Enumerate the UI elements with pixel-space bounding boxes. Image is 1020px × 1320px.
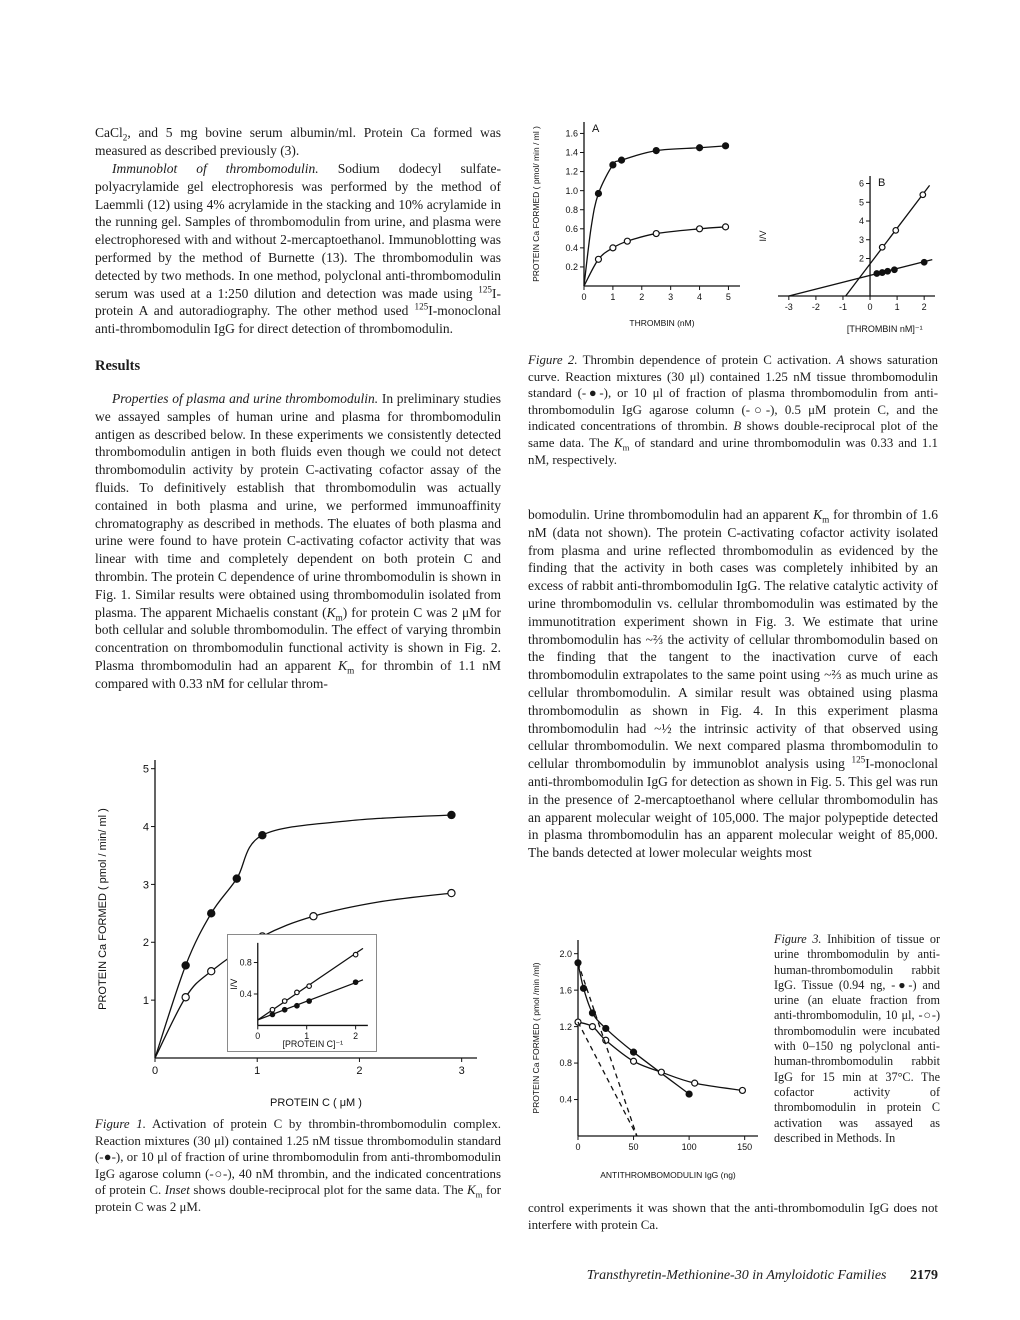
svg-text:1.4: 1.4 bbox=[565, 147, 578, 158]
svg-text:THROMBIN (nM): THROMBIN (nM) bbox=[629, 318, 695, 328]
svg-text:PROTEIN C ( μM ): PROTEIN C ( μM ) bbox=[270, 1097, 362, 1109]
figure-3-chart bbox=[528, 930, 766, 1182]
svg-text:4: 4 bbox=[697, 292, 703, 302]
svg-text:3: 3 bbox=[458, 1065, 465, 1077]
svg-text:0.4: 0.4 bbox=[559, 1094, 572, 1105]
svg-text:0.8: 0.8 bbox=[239, 957, 252, 968]
svg-text:0.2: 0.2 bbox=[565, 262, 578, 273]
svg-text:I/V: I/V bbox=[758, 230, 768, 242]
figure-1 bbox=[95, 748, 503, 1110]
svg-text:0.6: 0.6 bbox=[565, 223, 578, 234]
svg-text:1.2: 1.2 bbox=[559, 1021, 572, 1032]
svg-text:2.0: 2.0 bbox=[559, 948, 572, 959]
svg-text:2: 2 bbox=[356, 1065, 363, 1077]
body-paragraph: CaCl$_2$, and 5 mg bovine serum albumin/ml. Protein Ca formed was measured as described previously (3). bbox=[95, 125, 501, 158]
svg-text:2: 2 bbox=[921, 302, 927, 312]
svg-text:1.6: 1.6 bbox=[565, 128, 578, 139]
svg-text:0.4: 0.4 bbox=[565, 243, 578, 254]
svg-text:2: 2 bbox=[859, 253, 865, 264]
svg-text:0: 0 bbox=[581, 292, 587, 302]
figure-1-inset-chart bbox=[227, 934, 377, 1052]
svg-text:0: 0 bbox=[151, 1065, 159, 1077]
svg-text:50: 50 bbox=[628, 1142, 639, 1152]
page-footer bbox=[95, 1268, 938, 1284]
page-number: 2179 bbox=[910, 1268, 938, 1283]
body-paragraph: Properties of plasma and urine thrombomodulin. In preliminary studies we assayed samples of human urine and plasma for thrombomodulin antigen as described below. In these experiments we consistently detected thrombomodulin antigen in both fluids even though we could not detect thrombomodulin activity by protein C-activating cofactor assay of the fluids. To definitively establish that thrombomodulin was actually contained in both plasma and urine, we performed immunoaffinity chromatography as described in methods. The eluates of both plasma and urine were found to have protein C-activating cofactor activity that was linear with time and completely dependent on both protein C and thrombin. The protein C dependence of urine thrombomodulin is shown in Fig. 1. Similar results were obtained using thrombomodulin isolated from plasma. The apparent Michaelis constant $(K_m)$ for protein C was 2 μM for both cellular and soluble thrombomodulin. The effect of varying thrombin concentration on thrombomodulin functional activity is shown in Fig. 2. Plasma thrombomodulin had an apparent $K_m$ for thrombin of 1.1 nM compared with 0.33 nM for cellular throm- bbox=[95, 391, 501, 691]
svg-text:2: 2 bbox=[639, 292, 645, 302]
svg-text:150: 150 bbox=[737, 1142, 753, 1152]
figure-2-panel-a-chart bbox=[528, 112, 748, 330]
svg-text:1: 1 bbox=[142, 994, 149, 1007]
svg-text:5: 5 bbox=[142, 763, 149, 776]
svg-text:B: B bbox=[878, 177, 886, 189]
svg-text:[PROTEIN C]⁻¹: [PROTEIN C]⁻¹ bbox=[282, 1039, 344, 1050]
svg-text:-2: -2 bbox=[811, 302, 820, 312]
svg-text:5: 5 bbox=[725, 292, 731, 302]
body-paragraph: bomodulin. Urine thrombomodulin had an apparent $K_m$ for thrombin of 1.6 nM (data not shown). The protein C-activating cofactor activity isolated from plasma and urine reflected thrombomodulin as evidenced by the finding that the activity in both cases was completely inhibited by an excess of rabbit anti-thrombomodulin IgG. The relative catalytic activity of urine thrombomodulin vs. cellular thrombomodulin was estimated by the immunotitration experiment shown in Fig. 3. We estimate that urine thrombomodulin has ~⅔ the activity of cellular thrombomodulin based on the finding that the tangent to the inactivation curve of each thrombomodulin extrapolates to the same point using ~⅔ as much urine as cellular thrombomodulin. A similar result was obtained using plasma thrombomodulin as shown in Fig. 4. In this experiment plasma thrombomodulin had ~½ the intrinsic activity of that observed using cellular thrombomodulin. We next compared plasma thrombomodulin to cellular thrombomodulin by immunoblot analysis using $^{125}$I-monoclonal anti-thrombomodulin IgG for detection as shown in Fig. 5. This gel was run in the presence of 2-mercaptoethanol where cellular thrombomodulin has an apparent molecular weight of 105,000. The major polypeptide detected in plasma thrombomodulin has an apparent molecular weight of 85,000. The bands detected at lower molecular weights most bbox=[528, 507, 938, 861]
figure-1-caption: Figure 1. Activation of protein C by thrombin-thrombomodulin complex. Reaction mixtures (30 μl) contained 1.25 nM tissue thrombomodulin standard (-●-), or 10 μl of fraction of urine thrombomodulin from anti-thrombomodulin IgG agarose column (-○-), 40 nM thrombin, and the indicated concentrations of protein C. Inset shows double-reciprocal plot for the same data. The $K_m$ for protein C was 2 μM. bbox=[95, 1117, 502, 1214]
figure-2-panel-b-chart bbox=[756, 168, 941, 336]
svg-text:[THROMBIN nM]⁻¹: [THROMBIN nM]⁻¹ bbox=[846, 324, 923, 334]
figure-2-caption: Figure 2. Thrombin dependence of protein C activation. A shows saturation curve. Reaction mixtures (30 μl) contained 1.25 nM tissue thrombomodulin standard (-●-), or 10 μl of fraction of plasma thrombomodulin from anti-thrombomodulin IgG agarose column (-○-), 0.5 μM protein C, and the indicated concentrations of thrombin. B shows double-reciprocal plot of the same data. The $K_m$ of standard and urine thrombomodulin was 0.33 and 1.1 nM, respectively. bbox=[528, 353, 939, 467]
svg-text:2: 2 bbox=[142, 937, 149, 950]
svg-text:1: 1 bbox=[894, 302, 900, 312]
svg-text:6: 6 bbox=[859, 178, 865, 189]
svg-text:ANTITHROMBOMODULIN IgG (ng): ANTITHROMBOMODULIN IgG (ng) bbox=[600, 1170, 736, 1180]
svg-text:-3: -3 bbox=[784, 302, 793, 312]
svg-text:PROTEIN Ca FORMED ( pmol/ min: PROTEIN Ca FORMED ( pmol/ min / ml ) bbox=[531, 126, 541, 282]
svg-text:1.0: 1.0 bbox=[565, 185, 578, 196]
svg-text:2: 2 bbox=[353, 1031, 359, 1042]
figure-2 bbox=[528, 112, 942, 336]
svg-text:3: 3 bbox=[142, 879, 149, 892]
body-paragraph: Immunoblot of thrombomodulin. Sodium dodecyl sulfate-polyacrylamide gel electrophoresis was performed by the method of Laemmli (12) using 4% acrylamide in the stacking and 10% acrylamide in the running gel. Samples of thrombomodulin from urine, and plasma were electrophoresed with and without 2-mercaptoethanol. Immunoblotting was performed by the method of Burnette (13). The thrombomodulin was detected by two methods. In one method, polyclonal anti-thrombomodulin serum was used at a 1:250 dilution and detection was made using $^{125}$I-protein A and autoradiography. The other method used $^{125}$I-monoclonal anti-thrombomodulin IgG for direct detection of thrombomodulin. bbox=[95, 161, 501, 337]
svg-text:0: 0 bbox=[255, 1031, 261, 1042]
svg-text:3: 3 bbox=[859, 234, 865, 245]
svg-text:1: 1 bbox=[610, 292, 616, 302]
figure-1-chart bbox=[95, 748, 503, 1110]
svg-text:3: 3 bbox=[668, 292, 674, 302]
svg-text:1.6: 1.6 bbox=[559, 985, 572, 996]
svg-text:PROTEIN Ca FORMED ( pmol / min: PROTEIN Ca FORMED ( pmol / min/ ml ) bbox=[97, 808, 109, 1010]
running-title: Transthyretin-Methionine-30 in Amyloidotic Families bbox=[586, 1268, 887, 1283]
svg-text:PROTEIN Ca FORMED ( pmol /min: PROTEIN Ca FORMED ( pmol /min /ml) bbox=[531, 962, 541, 1114]
svg-text:0.8: 0.8 bbox=[559, 1058, 572, 1069]
svg-text:4: 4 bbox=[859, 216, 865, 227]
svg-text:5: 5 bbox=[859, 197, 865, 208]
svg-text:I/V: I/V bbox=[229, 978, 240, 990]
figure-3-caption-continued: control experiments it was shown that the anti-thrombomodulin IgG does not interfere with protein Ca. bbox=[528, 1201, 938, 1232]
svg-text:-1: -1 bbox=[838, 302, 847, 312]
svg-text:4: 4 bbox=[142, 821, 149, 834]
figure-3-caption: Figure 3. Inhibition of tissue or urine thrombomodulin by anti-human-thrombomodulin rabbit IgG. Tissue (0.94 ng, -●-) and urine (an eluate fraction from anti-thrombomodulin, 10 μl, -○-) thrombomodulin were incubated with 0–150 ng polyclonal anti-human-thrombomodulin rabbit IgG for 15 min at 37°C. The cofactor activity of thrombomodulin in protein C activation was assayed as described in Methods. In bbox=[774, 932, 941, 1145]
svg-text:1: 1 bbox=[304, 1031, 310, 1042]
figure-3 bbox=[528, 930, 768, 1190]
results-heading: Results bbox=[95, 358, 141, 374]
svg-text:0.8: 0.8 bbox=[565, 204, 578, 215]
svg-text:0: 0 bbox=[867, 302, 873, 312]
svg-text:0.4: 0.4 bbox=[239, 989, 252, 1000]
svg-text:0: 0 bbox=[575, 1142, 581, 1152]
svg-text:1.2: 1.2 bbox=[565, 166, 578, 177]
svg-text:1: 1 bbox=[254, 1065, 261, 1077]
svg-text:A: A bbox=[592, 123, 600, 135]
svg-text:100: 100 bbox=[681, 1142, 697, 1152]
